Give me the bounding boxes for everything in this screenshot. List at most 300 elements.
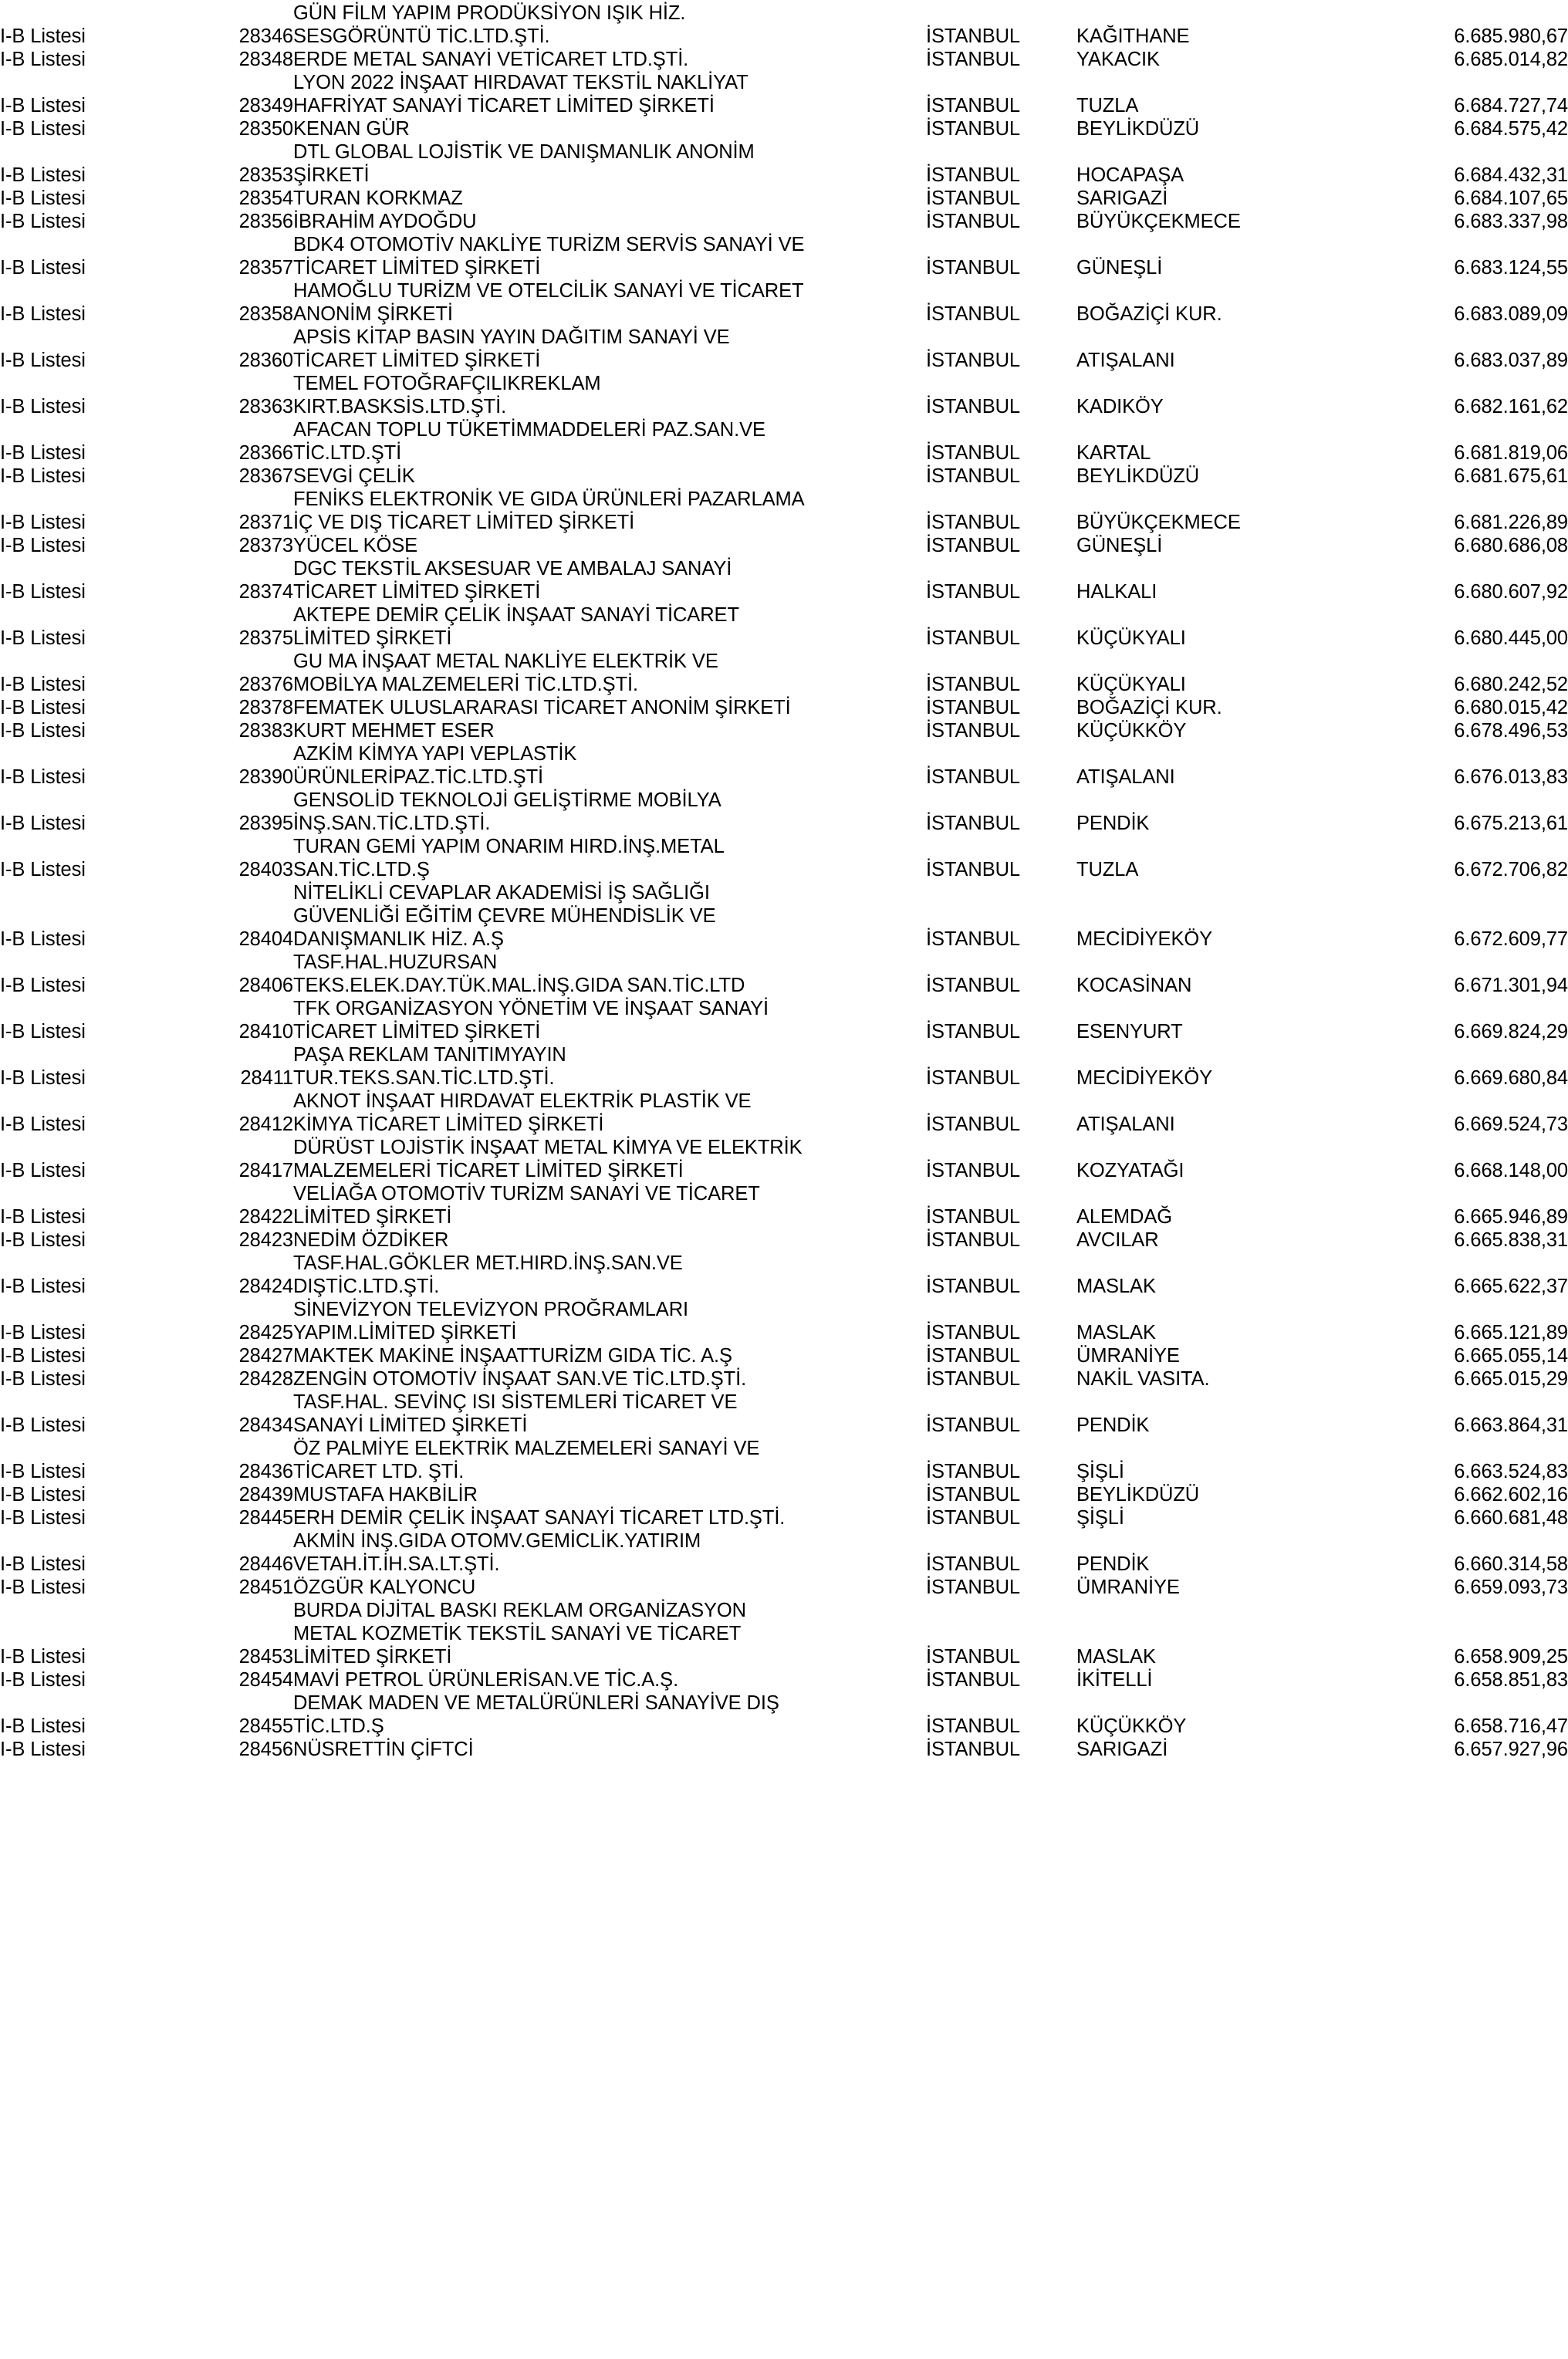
taxpayer-name: TİC.LTD.ŞTİ xyxy=(293,441,402,464)
list-label: I-B Listesi xyxy=(0,765,86,788)
table-row xyxy=(0,1482,1568,1505)
list-label: I-B Listesi xyxy=(0,673,86,695)
taxpayer-name-continuation: SİNEVİZYON TELEVİZYON PROĞRAMLARI xyxy=(293,1298,689,1320)
taxpayer-name-continuation: VELİAĞA OTOMOTİV TURİZM SANAYİ VE TİCARET xyxy=(293,1182,760,1205)
district: PENDİK xyxy=(1076,1553,1150,1575)
debt-amount: 6.678.496,53 xyxy=(1454,719,1568,742)
table-row-name-continuation xyxy=(0,232,1568,255)
district: KARTAL xyxy=(1076,441,1151,464)
list-label: I-B Listesi xyxy=(0,858,86,880)
taxpayer-name-continuation: DGC TEKSTİL AKSESUAR VE AMBALAJ SANAYİ xyxy=(293,557,732,580)
table-row-name-continuation xyxy=(0,324,1568,347)
debt-amount: 6.658.909,25 xyxy=(1454,1645,1568,1668)
taxpayer-name: TİCARET LİMİTED ŞİRKETİ xyxy=(293,256,541,279)
city: İSTANBUL xyxy=(926,117,1021,140)
taxpayer-name: KIRT.BASKSİS.LTD.ŞTİ. xyxy=(293,395,507,417)
list-label: I-B Listesi xyxy=(0,302,86,325)
city: İSTANBUL xyxy=(926,1159,1021,1181)
taxpayer-name: DANIŞMANLIK HİZ. A.Ş xyxy=(293,928,504,950)
district: MECİDİYEKÖY xyxy=(1076,1066,1213,1089)
taxpayer-name-continuation: BDK4 OTOMOTİV NAKLİYE TURİZM SERVİS SANAYİ VE xyxy=(293,233,805,255)
debt-amount: 6.663.864,31 xyxy=(1454,1414,1568,1436)
city: İSTANBUL xyxy=(926,187,1021,209)
taxpayer-name: İBRAHİM AYDOĞDU xyxy=(293,210,477,232)
debt-amount: 6.660.681,48 xyxy=(1454,1506,1568,1529)
district: ESENYURT xyxy=(1076,1020,1183,1043)
sequence-number: 28363 xyxy=(238,395,293,417)
table-row xyxy=(0,1736,1568,1759)
sequence-number: 28428 xyxy=(238,1367,293,1390)
list-label: I-B Listesi xyxy=(0,1414,86,1436)
sequence-number: 28424 xyxy=(238,1275,293,1297)
district: BÜYÜKÇEKMECE xyxy=(1076,210,1241,232)
taxpayer-name-continuation: TASF.HAL.HUZURSAN xyxy=(293,951,498,973)
list-label: I-B Listesi xyxy=(0,25,86,47)
district: PENDİK xyxy=(1076,1414,1150,1436)
debt-amount: 6.683.089,09 xyxy=(1454,302,1568,325)
table-row xyxy=(0,208,1568,232)
district: AVCILAR xyxy=(1076,1229,1159,1251)
debt-amount: 6.684.727,74 xyxy=(1454,94,1568,117)
city: İSTANBUL xyxy=(926,1229,1021,1251)
table-row xyxy=(0,1574,1568,1597)
table-row xyxy=(0,394,1568,417)
city: İSTANBUL xyxy=(926,1715,1021,1737)
debt-amount: 6.685.014,82 xyxy=(1454,48,1568,70)
sequence-number: 28410 xyxy=(238,1020,293,1043)
list-label: I-B Listesi xyxy=(0,94,86,117)
taxpayer-name: MAKTEK MAKİNE İNŞAATTURİZM GIDA TİC. A.Ş xyxy=(293,1344,732,1367)
district: ÜMRANİYE xyxy=(1076,1576,1180,1598)
list-label: I-B Listesi xyxy=(0,441,86,464)
table-row-name-continuation xyxy=(0,1296,1568,1320)
district: ATIŞALANI xyxy=(1076,765,1175,788)
taxpayer-name-continuation: NİTELİKLİ CEVAPLAR AKADEMİSİ İŞ SAĞLIĞI xyxy=(293,881,710,904)
table-row-name-continuation xyxy=(0,1435,1568,1458)
debt-amount: 6.685.980,67 xyxy=(1454,25,1568,47)
table-row xyxy=(0,695,1568,718)
list-label: I-B Listesi xyxy=(0,187,86,209)
city: İSTANBUL xyxy=(926,1020,1021,1043)
city: İSTANBUL xyxy=(926,48,1021,70)
district: BEYLİKDÜZÜ xyxy=(1076,1483,1200,1506)
table-row-name-continuation xyxy=(0,1042,1568,1065)
sequence-number: 28354 xyxy=(238,187,293,209)
debt-amount: 6.660.314,58 xyxy=(1454,1553,1568,1575)
sequence-number: 28376 xyxy=(238,673,293,695)
list-label: I-B Listesi xyxy=(0,1321,86,1343)
table-row xyxy=(0,46,1568,69)
sequence-number: 28371 xyxy=(238,511,293,533)
sequence-number: 28378 xyxy=(238,696,293,718)
table-row xyxy=(0,972,1568,995)
table-row xyxy=(0,1551,1568,1574)
district: ŞİŞLİ xyxy=(1076,1460,1124,1482)
sequence-number: 28451 xyxy=(238,1576,293,1598)
table-row-name-continuation xyxy=(0,741,1568,764)
taxpayer-name: SANAYİ LİMİTED ŞİRKETİ xyxy=(293,1414,528,1436)
table-row xyxy=(0,926,1568,949)
table-row xyxy=(0,1458,1568,1482)
list-label: I-B Listesi xyxy=(0,511,86,533)
taxpayer-name-continuation: AFACAN TOPLU TÜKETİMMADDELERİ PAZ.SAN.VE xyxy=(293,418,765,441)
list-label: I-B Listesi xyxy=(0,1229,86,1251)
debt-amount: 6.671.301,94 xyxy=(1454,974,1568,996)
sequence-number: 28357 xyxy=(238,256,293,279)
district: TUZLA xyxy=(1076,858,1139,880)
taxpayer-name: MUSTAFA HAKBİLİR xyxy=(293,1483,478,1506)
table-row xyxy=(0,93,1568,116)
list-label: I-B Listesi xyxy=(0,1344,86,1367)
list-label: I-B Listesi xyxy=(0,117,86,140)
debt-amount: 6.662.602,16 xyxy=(1454,1483,1568,1506)
table-row xyxy=(0,116,1568,139)
list-label: I-B Listesi xyxy=(0,1738,86,1760)
list-label: I-B Listesi xyxy=(0,1205,86,1228)
city: İSTANBUL xyxy=(926,1553,1021,1575)
city: İSTANBUL xyxy=(926,1645,1021,1668)
list-label: I-B Listesi xyxy=(0,1113,86,1135)
city: İSTANBUL xyxy=(926,1576,1021,1598)
list-label: I-B Listesi xyxy=(0,1159,86,1181)
taxpayer-name: İÇ VE DIŞ TİCARET LİMİTED ŞİRKETİ xyxy=(293,511,635,533)
city: İSTANBUL xyxy=(926,580,1021,603)
taxpayer-name: KENAN GÜR xyxy=(293,117,410,140)
debt-amount: 6.683.337,98 xyxy=(1454,210,1568,232)
city: İSTANBUL xyxy=(926,1483,1021,1506)
table-row xyxy=(0,671,1568,695)
taxpayer-name-continuation: LYON 2022 İNŞAAT HIRDAVAT TEKSTİL NAKLİYAT xyxy=(293,71,749,93)
taxpayer-name-continuation: HAMOĞLU TURİZM VE OTELCİLİK SANAYİ VE TİCARET xyxy=(293,279,804,302)
debt-amount: 6.680.607,92 xyxy=(1454,580,1568,603)
table-row xyxy=(0,1713,1568,1736)
taxpayer-name-continuation: TEMEL FOTOĞRAFÇILIKREKLAM xyxy=(293,372,601,394)
taxpayer-name-continuation: FENİKS ELEKTRONİK VE GIDA ÜRÜNLERİ PAZARLAMA xyxy=(293,488,805,510)
debt-amount: 6.669.680,84 xyxy=(1454,1066,1568,1089)
district: HALKALI xyxy=(1076,580,1157,603)
taxpayer-name-continuation: AZKİM KİMYA YAPI VEPLASTİK xyxy=(293,742,577,765)
sequence-number: 28411 xyxy=(240,1066,293,1089)
table-row xyxy=(0,1412,1568,1435)
list-label: I-B Listesi xyxy=(0,349,86,371)
city: İSTANBUL xyxy=(926,928,1021,950)
district: TUZLA xyxy=(1076,94,1139,117)
list-label: I-B Listesi xyxy=(0,210,86,232)
district: YAKACIK xyxy=(1076,48,1160,70)
district: KÜÇÜKYALI xyxy=(1076,627,1186,649)
debt-amount: 6.665.015,29 xyxy=(1454,1367,1568,1390)
sequence-number: 28356 xyxy=(238,210,293,232)
debt-amount: 6.658.716,47 xyxy=(1454,1715,1568,1737)
city: İSTANBUL xyxy=(926,1460,1021,1482)
taxpayer-name-continuation: DÜRÜST LOJİSTİK İNŞAAT METAL KİMYA VE ELEKTRİK xyxy=(293,1136,803,1158)
city: İSTANBUL xyxy=(926,1113,1021,1135)
city: İSTANBUL xyxy=(926,1066,1021,1089)
taxpayer-name: DIŞTİC.LTD.ŞTİ. xyxy=(293,1275,440,1297)
district: MASLAK xyxy=(1076,1321,1156,1343)
taxpayer-name-continuation: TASF.HAL. SEVİNÇ ISI SİSTEMLERİ TİCARET VE xyxy=(293,1391,738,1413)
list-label: I-B Listesi xyxy=(0,1460,86,1482)
taxpayer-name: TEKS.ELEK.DAY.TÜK.MAL.İNŞ.GIDA SAN.TİC.LTD xyxy=(293,974,745,996)
taxpayer-name: LİMİTED ŞİRKETİ xyxy=(293,627,452,649)
city: İSTANBUL xyxy=(926,395,1021,417)
debt-amount: 6.669.824,29 xyxy=(1454,1020,1568,1043)
table-row xyxy=(0,463,1568,486)
district: BÜYÜKÇEKMECE xyxy=(1076,511,1241,533)
table-row-name-continuation xyxy=(0,1250,1568,1273)
city: İSTANBUL xyxy=(926,349,1021,371)
taxpayer-name: YAPIM.LİMİTED ŞİRKETİ xyxy=(293,1321,517,1343)
debt-amount: 6.675.213,61 xyxy=(1454,812,1568,834)
sequence-number: 28453 xyxy=(238,1645,293,1668)
taxpayer-name-continuation: AKTEPE DEMİR ÇELİK İNŞAAT SANAYİ TİCARET xyxy=(293,603,739,626)
sequence-number: 28349 xyxy=(238,94,293,117)
list-label: I-B Listesi xyxy=(0,1715,86,1737)
taxpayer-name: ÜRÜNLERİPAZ.TİC.LTD.ŞTİ xyxy=(293,765,544,788)
debt-amount: 6.680.445,00 xyxy=(1454,627,1568,649)
district: SARIGAZİ xyxy=(1076,1738,1168,1760)
debt-amount: 6.668.148,00 xyxy=(1454,1159,1568,1181)
debt-amount: 6.672.706,82 xyxy=(1454,858,1568,880)
list-label: I-B Listesi xyxy=(0,1668,86,1691)
table-row xyxy=(0,162,1568,185)
debt-amount: 6.665.622,37 xyxy=(1454,1275,1568,1297)
table-row-name-continuation xyxy=(0,949,1568,972)
table-row xyxy=(0,185,1568,208)
list-label: I-B Listesi xyxy=(0,627,86,649)
list-label: I-B Listesi xyxy=(0,1020,86,1043)
debt-amount: 6.682.161,62 xyxy=(1454,395,1568,417)
city: İSTANBUL xyxy=(926,1205,1021,1228)
sequence-number: 28367 xyxy=(238,465,293,487)
city: İSTANBUL xyxy=(926,1738,1021,1760)
table-row xyxy=(0,1227,1568,1250)
district: MECİDİYEKÖY xyxy=(1076,928,1213,950)
taxpayer-name: LİMİTED ŞİRKETİ xyxy=(293,1205,452,1228)
sequence-number: 28360 xyxy=(238,349,293,371)
list-label: I-B Listesi xyxy=(0,534,86,556)
taxpayer-name: ANONİM ŞİRKETİ xyxy=(293,302,453,325)
taxpayer-name: ÖZGÜR KALYONCU xyxy=(293,1576,476,1598)
list-label: I-B Listesi xyxy=(0,1483,86,1506)
taxpayer-name: NEDİM ÖZDİKER xyxy=(293,1229,449,1251)
sequence-number: 28346 xyxy=(238,25,293,47)
city: İSTANBUL xyxy=(926,1275,1021,1297)
debt-amount: 6.676.013,83 xyxy=(1454,765,1568,788)
city: İSTANBUL xyxy=(926,25,1021,47)
debt-amount: 6.658.851,83 xyxy=(1454,1668,1568,1691)
debt-amount: 6.665.838,31 xyxy=(1454,1229,1568,1251)
table-row-name-continuation xyxy=(0,556,1568,579)
district: MASLAK xyxy=(1076,1275,1156,1297)
district: KOCASİNAN xyxy=(1076,974,1192,996)
district: PENDİK xyxy=(1076,812,1150,834)
table-row xyxy=(0,764,1568,787)
list-label: I-B Listesi xyxy=(0,48,86,70)
district: KOZYATAĞI xyxy=(1076,1159,1184,1181)
list-label: I-B Listesi xyxy=(0,164,86,186)
taxpayer-name-continuation: AKMİN İNŞ.GIDA OTOMV.GEMİCLİK.YATIRIM xyxy=(293,1529,701,1552)
district: ŞİŞLİ xyxy=(1076,1506,1124,1529)
table-row-name-continuation xyxy=(0,0,1568,23)
table-row-name-continuation xyxy=(0,1528,1568,1551)
sequence-number: 28423 xyxy=(238,1229,293,1251)
list-label: I-B Listesi xyxy=(0,812,86,834)
list-label: I-B Listesi xyxy=(0,1506,86,1529)
list-label: I-B Listesi xyxy=(0,1576,86,1598)
list-label: I-B Listesi xyxy=(0,1275,86,1297)
taxpayer-name: KİMYA TİCARET LİMİTED ŞİRKETİ xyxy=(293,1113,604,1135)
table-row-name-continuation xyxy=(0,1181,1568,1204)
table-row xyxy=(0,532,1568,556)
district: MASLAK xyxy=(1076,1645,1156,1668)
city: İSTANBUL xyxy=(926,1414,1021,1436)
district: BOĞAZİÇİ KUR. xyxy=(1076,302,1222,325)
sequence-number: 28406 xyxy=(238,974,293,996)
district: ÜMRANİYE xyxy=(1076,1344,1180,1367)
taxpayer-name: VETAH.İT.İH.SA.LT.ŞTİ. xyxy=(293,1553,500,1575)
taxpayer-name: FEMATEK ULUSLARARASI TİCARET ANONİM ŞİRKETİ xyxy=(293,696,791,718)
table-row-name-continuation xyxy=(0,1597,1568,1621)
taxpayer-name-continuation: GU MA İNŞAAT METAL NAKLİYE ELEKTRİK VE xyxy=(293,650,718,672)
taxpayer-name: TURAN KORKMAZ xyxy=(293,187,463,209)
taxpayer-name: İNŞ.SAN.TİC.LTD.ŞTİ. xyxy=(293,812,491,834)
city: İSTANBUL xyxy=(926,1668,1021,1691)
sequence-number: 28456 xyxy=(238,1738,293,1760)
list-label: I-B Listesi xyxy=(0,1645,86,1668)
debt-amount: 6.680.242,52 xyxy=(1454,673,1568,695)
taxpayer-name: MOBİLYA MALZEMELERİ TİC.LTD.ŞTİ. xyxy=(293,673,638,695)
taxpayer-name: ZENGİN OTOMOTİV İNŞAAT SAN.VE TİC.LTD.ŞTİ. xyxy=(293,1367,747,1390)
taxpayer-name-continuation: DEMAK MADEN VE METALÜRÜNLERİ SANAYİVE DIŞ xyxy=(293,1692,779,1714)
taxpayer-name: TİCARET LİMİTED ŞİRKETİ xyxy=(293,1020,541,1043)
sequence-number: 28454 xyxy=(238,1668,293,1691)
debt-amount: 6.665.055,14 xyxy=(1454,1344,1568,1367)
table-row xyxy=(0,509,1568,532)
taxpayer-name: SESGÖRÜNTÜ TİC.LTD.ŞTİ. xyxy=(293,25,550,47)
table-row xyxy=(0,1065,1568,1088)
taxpayer-name-continuation: TFK ORGANİZASYON YÖNETİM VE İNŞAAT SANAYİ xyxy=(293,997,769,1019)
sequence-number: 28373 xyxy=(238,534,293,556)
city: İSTANBUL xyxy=(926,1367,1021,1390)
sequence-number: 28395 xyxy=(238,812,293,834)
sequence-number: 28425 xyxy=(238,1321,293,1343)
debt-amount: 6.659.093,73 xyxy=(1454,1576,1568,1598)
taxpayer-name: MAVİ PETROL ÜRÜNLERİSAN.VE TİC.A.Ş. xyxy=(293,1668,679,1691)
table-row-name-continuation xyxy=(0,903,1568,926)
table-row-name-continuation xyxy=(0,833,1568,857)
list-label: I-B Listesi xyxy=(0,974,86,996)
debt-amount: 6.683.037,89 xyxy=(1454,349,1568,371)
taxpayer-name-continuation: METAL KOZMETİK TEKSTİL SANAYİ VE TİCARET xyxy=(293,1622,742,1644)
taxpayer-name: TİC.LTD.Ş xyxy=(293,1715,384,1737)
city: İSTANBUL xyxy=(926,719,1021,742)
list-label: I-B Listesi xyxy=(0,696,86,718)
debt-amount: 6.663.524,83 xyxy=(1454,1460,1568,1482)
sequence-number: 28348 xyxy=(238,48,293,70)
taxpayer-name: TUR.TEKS.SAN.TİC.LTD.ŞTİ. xyxy=(293,1066,555,1089)
list-label: I-B Listesi xyxy=(0,395,86,417)
table-row xyxy=(0,1343,1568,1366)
table-row-name-continuation xyxy=(0,995,1568,1019)
taxpayer-name-continuation: DTL GLOBAL LOJİSTİK VE DANIŞMANLIK ANONİM xyxy=(293,140,755,163)
table-row xyxy=(0,1644,1568,1667)
debt-amount: 6.681.226,89 xyxy=(1454,511,1568,533)
sequence-number: 28439 xyxy=(238,1483,293,1506)
table-row xyxy=(0,301,1568,324)
debt-amount: 6.684.575,42 xyxy=(1454,117,1568,140)
debt-amount: 6.665.946,89 xyxy=(1454,1205,1568,1228)
city: İSTANBUL xyxy=(926,812,1021,834)
table-row xyxy=(0,857,1568,880)
sequence-number: 28353 xyxy=(238,164,293,186)
table-row xyxy=(0,1158,1568,1181)
taxpayer-name-continuation: PAŞA REKLAM TANITIMYAYIN xyxy=(293,1043,566,1066)
sequence-number: 28422 xyxy=(238,1205,293,1228)
taxpayer-name-continuation: GÜN FİLM YAPIM PRODÜKSİYON IŞIK HİZ. xyxy=(293,2,686,24)
city: İSTANBUL xyxy=(926,94,1021,117)
district: BEYLİKDÜZÜ xyxy=(1076,117,1200,140)
debt-amount: 6.681.819,06 xyxy=(1454,441,1568,464)
debt-amount: 6.672.609,77 xyxy=(1454,928,1568,950)
sequence-number: 28383 xyxy=(238,719,293,742)
table-row xyxy=(0,625,1568,648)
taxpayer-name: SEVGİ ÇELİK xyxy=(293,465,415,487)
district: SARIGAZİ xyxy=(1076,187,1168,209)
taxpayer-name-continuation: GÜVENLİĞİ EĞİTİM ÇEVRE MÜHENDİSLİK VE xyxy=(293,904,716,927)
list-label: I-B Listesi xyxy=(0,256,86,279)
district: ATIŞALANI xyxy=(1076,349,1175,371)
sequence-number: 28427 xyxy=(238,1344,293,1367)
taxpayer-name-continuation: AKNOT İNŞAAT HIRDAVAT ELEKTRİK PLASTİK VE xyxy=(293,1090,752,1112)
sequence-number: 28403 xyxy=(238,858,293,880)
sequence-number: 28412 xyxy=(238,1113,293,1135)
table-row-name-continuation xyxy=(0,787,1568,810)
taxpayer-name: HAFRİYAT SANAYİ TİCARET LİMİTED ŞİRKETİ xyxy=(293,94,715,117)
list-label: I-B Listesi xyxy=(0,1066,86,1089)
taxpayer-name-continuation: TURAN GEMİ YAPIM ONARIM HIRD.İNŞ.METAL xyxy=(293,835,725,857)
table-row xyxy=(0,1505,1568,1528)
sequence-number: 28434 xyxy=(238,1414,293,1436)
sequence-number: 28366 xyxy=(238,441,293,464)
debt-amount: 6.684.432,31 xyxy=(1454,164,1568,186)
taxpayer-name: NÜSRETTİN ÇİFTCİ xyxy=(293,1738,474,1760)
table-row xyxy=(0,1320,1568,1343)
table-row xyxy=(0,1366,1568,1389)
table-row-name-continuation xyxy=(0,648,1568,671)
table-row-name-continuation xyxy=(0,486,1568,509)
taxpayer-name: MALZEMELERİ TİCARET LİMİTED ŞİRKETİ xyxy=(293,1159,684,1181)
city: İSTANBUL xyxy=(926,974,1021,996)
table-row xyxy=(0,579,1568,602)
table-row xyxy=(0,718,1568,741)
debt-amount: 6.665.121,89 xyxy=(1454,1321,1568,1343)
taxpayer-name: TİCARET LİMİTED ŞİRKETİ xyxy=(293,349,541,371)
table-row xyxy=(0,1111,1568,1134)
sequence-number: 28374 xyxy=(238,580,293,603)
table-row xyxy=(0,347,1568,370)
debt-amount: 6.684.107,65 xyxy=(1454,187,1568,209)
sequence-number: 28417 xyxy=(238,1159,293,1181)
sequence-number: 28436 xyxy=(238,1460,293,1482)
table-row-name-continuation xyxy=(0,1690,1568,1713)
city: İSTANBUL xyxy=(926,673,1021,695)
taxpayer-name-continuation: BURDA DİJİTAL BASKI REKLAM ORGANİZASYON xyxy=(293,1599,746,1621)
city: İSTANBUL xyxy=(926,858,1021,880)
district: KÜÇÜKYALI xyxy=(1076,673,1186,695)
city: İSTANBUL xyxy=(926,210,1021,232)
city: İSTANBUL xyxy=(926,696,1021,718)
